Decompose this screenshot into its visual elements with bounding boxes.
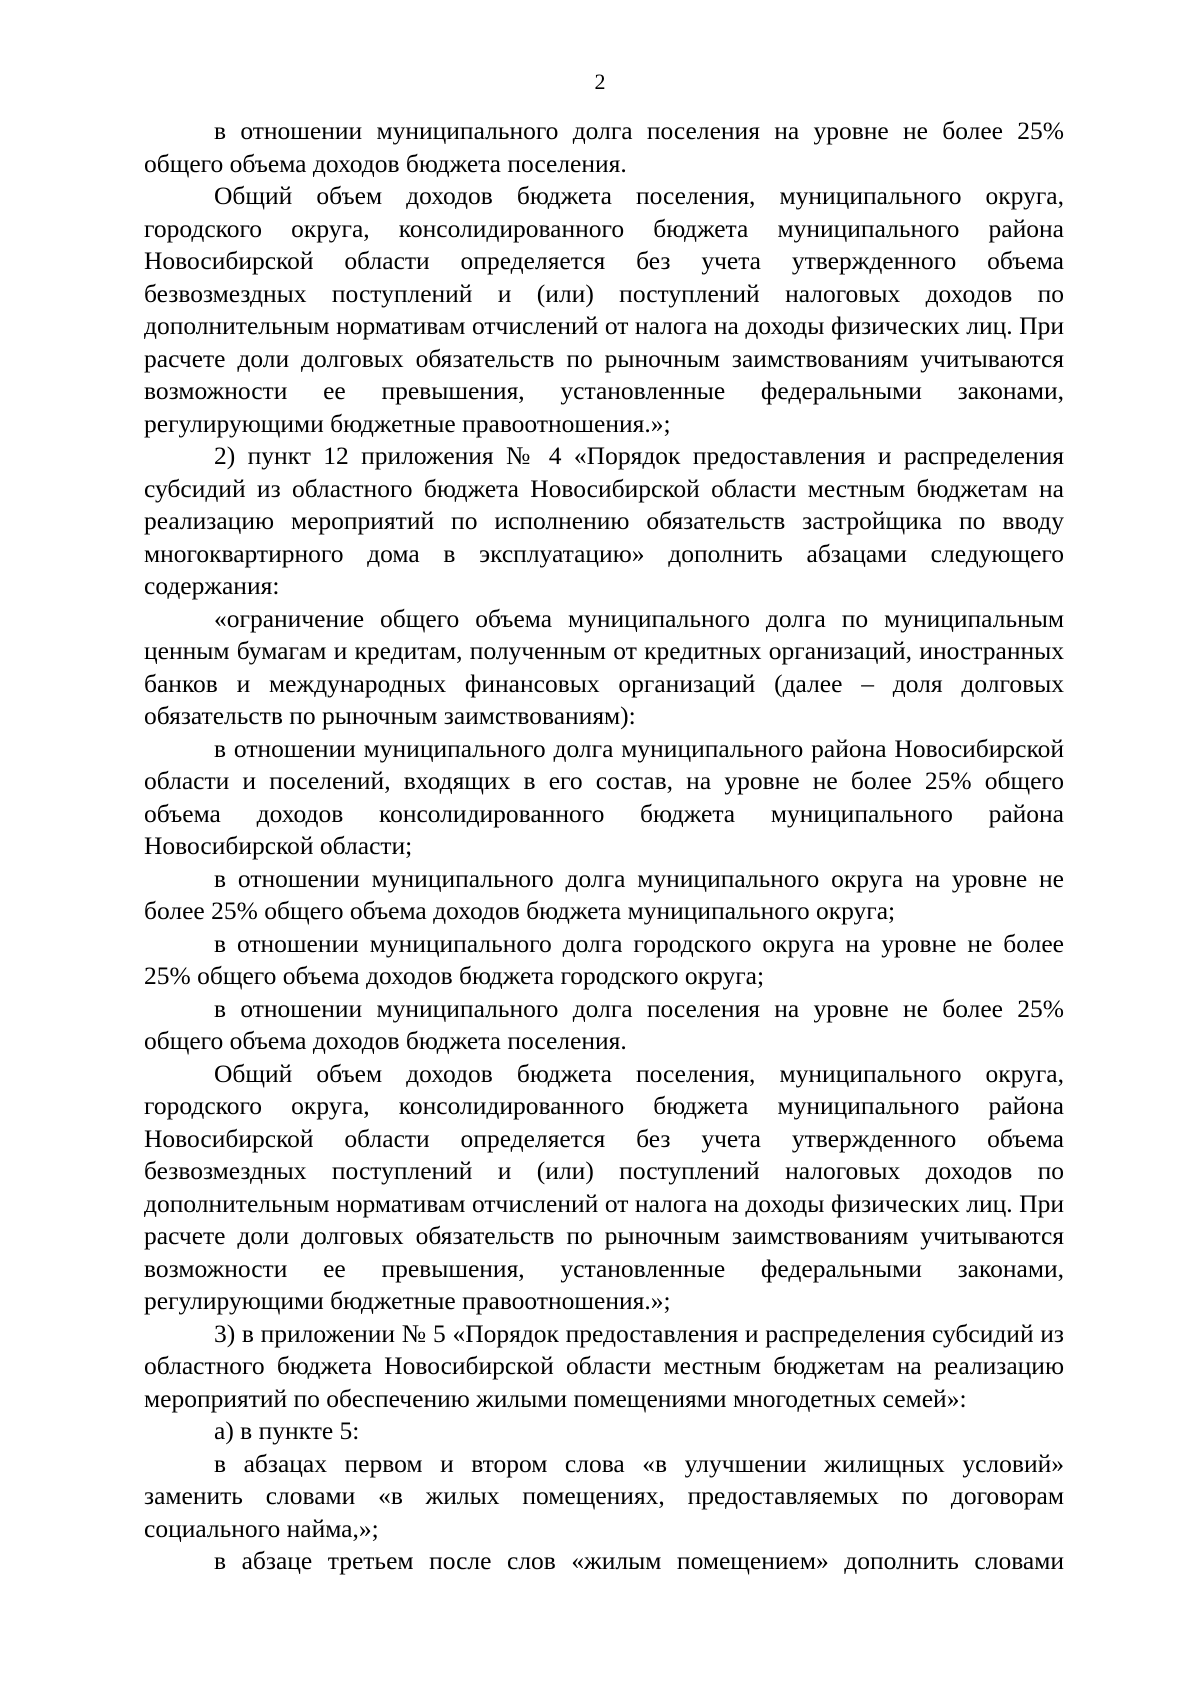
paragraph: в отношении муниципального долга муниципального округа на уровне не более 25% общего объема доходов бюджета муниципального округа; [144, 863, 1064, 925]
paragraph: в отношении муниципального долга поселения на уровне не более 25% общего объема доходов бюджета поселения. [144, 993, 1064, 1055]
page-number: 2 [594, 69, 606, 94]
paragraph: 3) в приложении № 5 «Порядок предоставления и распределения субсидий из областного бюджета Новосибирской области местным бюджетам на реализацию мероприятий по обеспечению жилыми помещениями многодетных семей»: [144, 1318, 1064, 1413]
paragraph: в отношении муниципального долга городского округа на уровне не более 25% общего объема доходов бюджета городского округа; [144, 928, 1064, 990]
document-body [144, 115, 1064, 1578]
paragraph: в абзацах первом и втором слова «в улучшении жилищных условий» заменить словами «в жилых помещениях, предоставляемых по договорам социального найма,»; [144, 1448, 1064, 1543]
paragraph: а) в пункте 5: [214, 1416, 360, 1445]
paragraph: 2) пункт 12 приложения № 4 «Порядок предоставления и распределения субсидий из областного бюджета Новосибирской области местным бюджетам на реализацию мероприятий по исполнению обязательств застройщика по вводу многоквартирного дома в эксплуатацию» дополнить абзацами следующего содержания: [144, 441, 1064, 600]
paragraph: Общий объем доходов бюджета поселения, муниципального округа, городского округа, консолидированного бюджета муниципального района Новосибирской области определяется без учета утвержденного объема безвозмездных поступлений и (или) поступлений налоговых доходов по дополнительным нормативам отчислений от налога на доходы физических лиц. При расчете доли долговых обязательств по рыночным заимствованиям учитываются возможности ее превышения, установленные федеральными законами, регулирующими бюджетные правоотношения.»; [144, 1058, 1064, 1315]
paragraph: «ограничение общего объема муниципального долга по муниципальным ценным бумагам и кредитам, полученным от кредитных организаций, иностранных банков и международных финансовых организаций (далее – доля долговых обязательств по рыночным заимствованиям): [144, 603, 1064, 730]
paragraph: Общий объем доходов бюджета поселения, муниципального округа, городского округа, консолидированного бюджета муниципального района Новосибирской области определяется без учета утвержденного объема безвозмездных поступлений и (или) поступлений налоговых доходов по дополнительным нормативам отчислений от налога на доходы физических лиц. При расчете доли долговых обязательств по рыночным заимствованиям учитываются возможности ее превышения, установленные федеральными законами, регулирующими бюджетные правоотношения.»; [144, 181, 1064, 438]
paragraph: в отношении муниципального долга муниципального района Новосибирской области и поселений, входящих в его состав, на уровне не более 25% общего объема доходов консолидированного бюджета муниципального района Новосибирской области; [144, 733, 1064, 860]
paragraph: в абзаце третьем после слов «жилым помещением» дополнить словами [214, 1546, 1064, 1575]
paragraph: в отношении муниципального долга поселения на уровне не более 25% общего объема доходов бюджета поселения. [144, 116, 1064, 178]
